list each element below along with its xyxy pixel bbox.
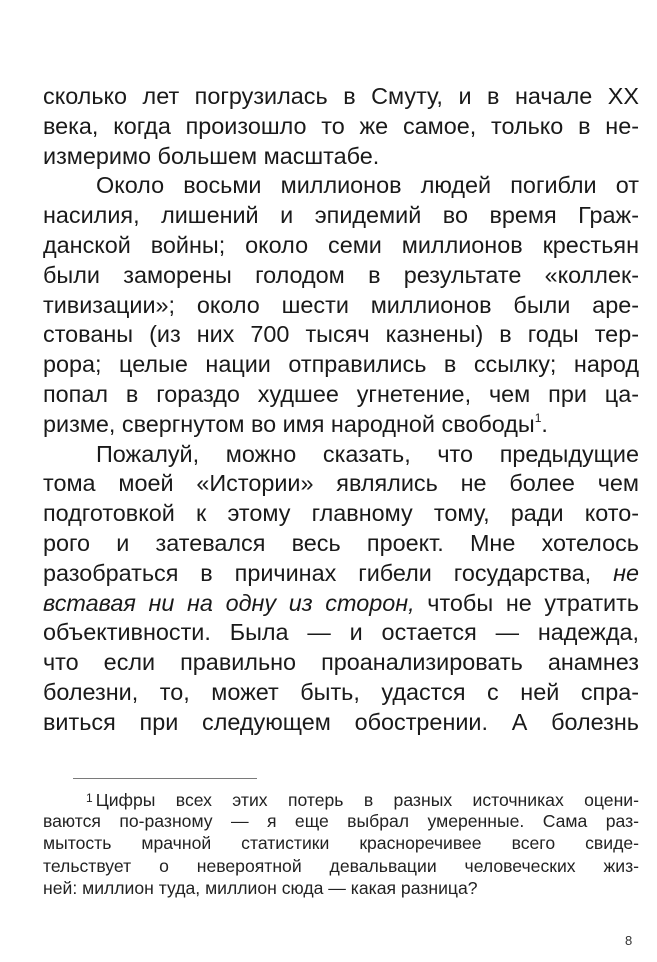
text-line: стованы (из них 700 тысяч казнены) в годы тер- [43,321,639,348]
text-line [43,559,639,589]
text-line: века, когда произошло то же самое, только в не- [43,112,639,139]
text-line: сколько лет погрузилась в Смуту, и в начале XX [43,83,639,109]
footnote-reference[interactable]: 1 [534,410,542,425]
text-line: подготовкой к этому главному тому, ради кото- [43,500,639,527]
main-text [43,82,639,738]
text-line: тома моей «Истории» являлись не более чем [43,470,639,497]
text-line: виться при следующем обострении. А болезнь [43,708,639,735]
text-line: попал в гораздо худшее угнетение, чем при ца- [43,380,639,407]
text-line: рора; целые нации отправились в ссылку; народ [43,351,639,378]
italic-segment: не [613,559,639,586]
text-line: насилия, лишений и эпидемий во время Граж- [43,202,639,229]
footnote-line: ней: миллион туда, миллион сюда — какая разница? [43,878,478,898]
text-line: рого и затевался весь проект. Мне хотелось [43,529,639,556]
text-line: что если правильно проанализировать анамнез [43,649,639,676]
text-line [43,589,639,619]
page-number: 8 [625,933,633,948]
text-segment: Цифры всех этих потерь в разных источниках оцени- [95,790,639,810]
text-segment: чтобы не утратить [414,589,639,616]
text-segment: . [541,410,548,437]
footnote-line: ваются по-разному — я еще выбрал умеренные. Сама раз- [43,810,639,831]
footnote-line: тельствует о невероятной девальвации человеческих жиз- [43,855,639,876]
text-line: тивизации»; около шести миллионов были аре- [43,291,639,318]
text-segment: разобраться в причинах гибели государства, [43,559,614,586]
text-segment: ризме, свергнутом во имя народной свободы [43,410,535,437]
text-line: объективности. Была — и остается — надежда, [43,619,639,646]
text-line: были заморены голодом в результате «коллек- [43,261,639,288]
footnote-divider [73,778,257,779]
text-line: болезни, то, может быть, удастся с ней спра- [43,678,639,705]
text-line [43,410,639,440]
text-line: измеримо большем масштабе. [43,142,380,169]
footnote-line [43,787,639,810]
text-line: данской войны; около семи миллионов крестьян [43,231,639,258]
footnote-marker: 1 [86,791,93,805]
paragraph-start-line: Пожалуй, можно сказать, что предыдущие [96,440,639,467]
paragraph-start-line: Около восьми миллионов людей погибли от [96,172,639,199]
italic-segment: вставая ни на одну из сторон, [43,589,415,616]
footnote-line: мытость мрачной статистики красноречивее всего свиде- [43,833,639,853]
footnote [43,787,639,900]
